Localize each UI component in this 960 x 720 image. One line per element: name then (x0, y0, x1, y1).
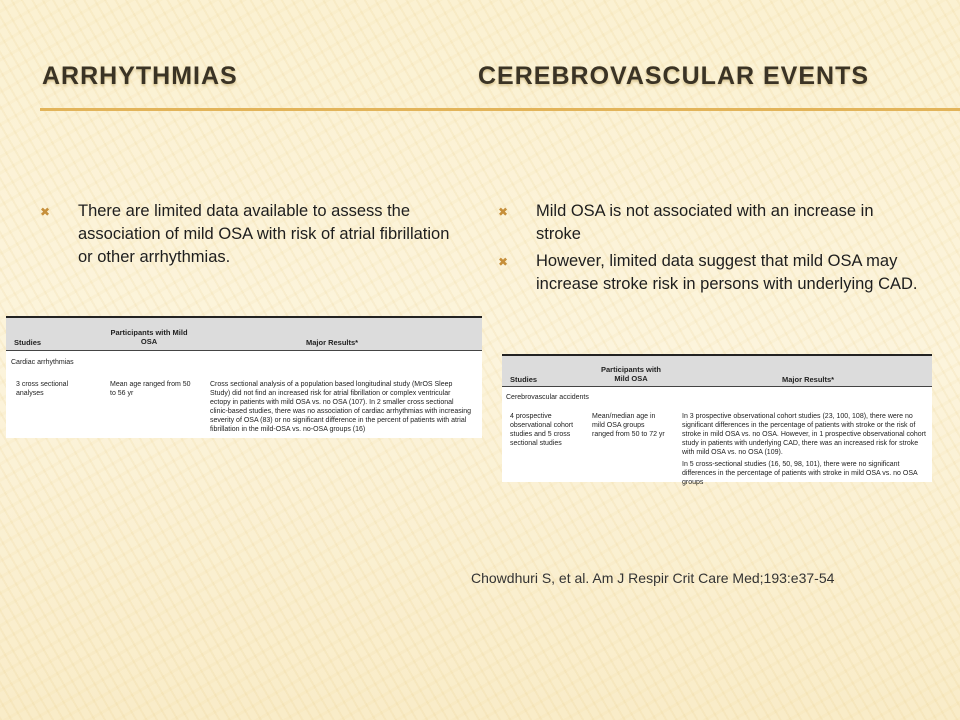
bullet-text: There are limited data available to assess the association of mild OSA with risk of atrial fibrillation or other arrhythmias. (78, 202, 450, 266)
cell-participants: Mean age ranged from 50 to 56 yr (110, 381, 191, 397)
left-heading: ARRHYTHMIAS (42, 62, 238, 90)
bullet-text: Mild OSA is not associated with an increase in stroke (536, 202, 874, 243)
col-header-studies: Studies (14, 338, 42, 347)
list-item (498, 200, 918, 246)
table-section-label: Cerebrovascular accidents (506, 394, 589, 401)
cell-studies: 3 cross sectional analyses (16, 381, 69, 397)
x-bullet-icon: ✖ (498, 255, 509, 269)
x-bullet-icon: ✖ (40, 205, 51, 219)
arrhythmia-results-table (6, 316, 482, 438)
col-header-participants: Participants with Mild OSA (110, 328, 188, 346)
list-item (498, 250, 918, 296)
cell-results-1: In 3 prospective observational cohort studies (23, 100, 108), there were no significant differences in the percentage of patients with stroke or the risk of stroke in mild OSA vs. no OSA. However, in 1 prospective observational cohort study in patients with underlying CAD, there was an increased risk for stroke with mild OSA vs. no OSA (109). (682, 413, 926, 456)
stroke-results-table (502, 354, 932, 486)
table-header (6, 318, 482, 351)
cell-participants: Mean/median age in mild OSA groups ranged from 50 to 72 yr (592, 413, 665, 438)
x-bullet-icon: ✖ (498, 205, 509, 219)
table-section-label: Cardiac arrhythmias (11, 359, 74, 366)
left-bullet-list (40, 200, 460, 273)
citation: Chowdhuri S, et al. Am J Respir Crit Care Med;193:e37-54 (471, 570, 835, 586)
col-header-participants: Participants with Mild OSA (600, 365, 661, 383)
cell-studies: 4 prospective observational cohort studies and 5 cross sectional studies (510, 413, 574, 447)
cell-results-2: In 5 cross-sectional studies (16, 50, 98, 101), there were no significant differences in the percentage of patients with stroke in mild OSA vs. no OSA groups (682, 461, 918, 486)
heading-divider (40, 108, 960, 111)
col-header-studies: Studies (510, 375, 538, 384)
list-item (40, 200, 460, 269)
col-header-results: Major Results* (782, 375, 835, 384)
col-header-results: Major Results* (306, 338, 359, 347)
table-header (502, 356, 932, 387)
right-heading: CEREBROVASCULAR EVENTS (478, 62, 870, 90)
bullet-text: However, limited data suggest that mild OSA may increase stroke risk in persons with underlying CAD. (536, 252, 918, 293)
cell-results: Cross sectional analysis of a population based longitudinal study (MrOS Sleep Study) did not find an increased risk for atrial fibrillation or complex ventricular ectopy in patients with mild OSA vs. no OSA (107). In 2 smaller cross sectional clinic-based studies, there was no association of cardiac arrhythmias with increasing severity of OSA (83) or no significant difference in the percent of patients with atrial fibrillation in the mild-OSA vs. no-OSA groups (16) (210, 381, 472, 433)
right-bullet-list (498, 200, 918, 300)
